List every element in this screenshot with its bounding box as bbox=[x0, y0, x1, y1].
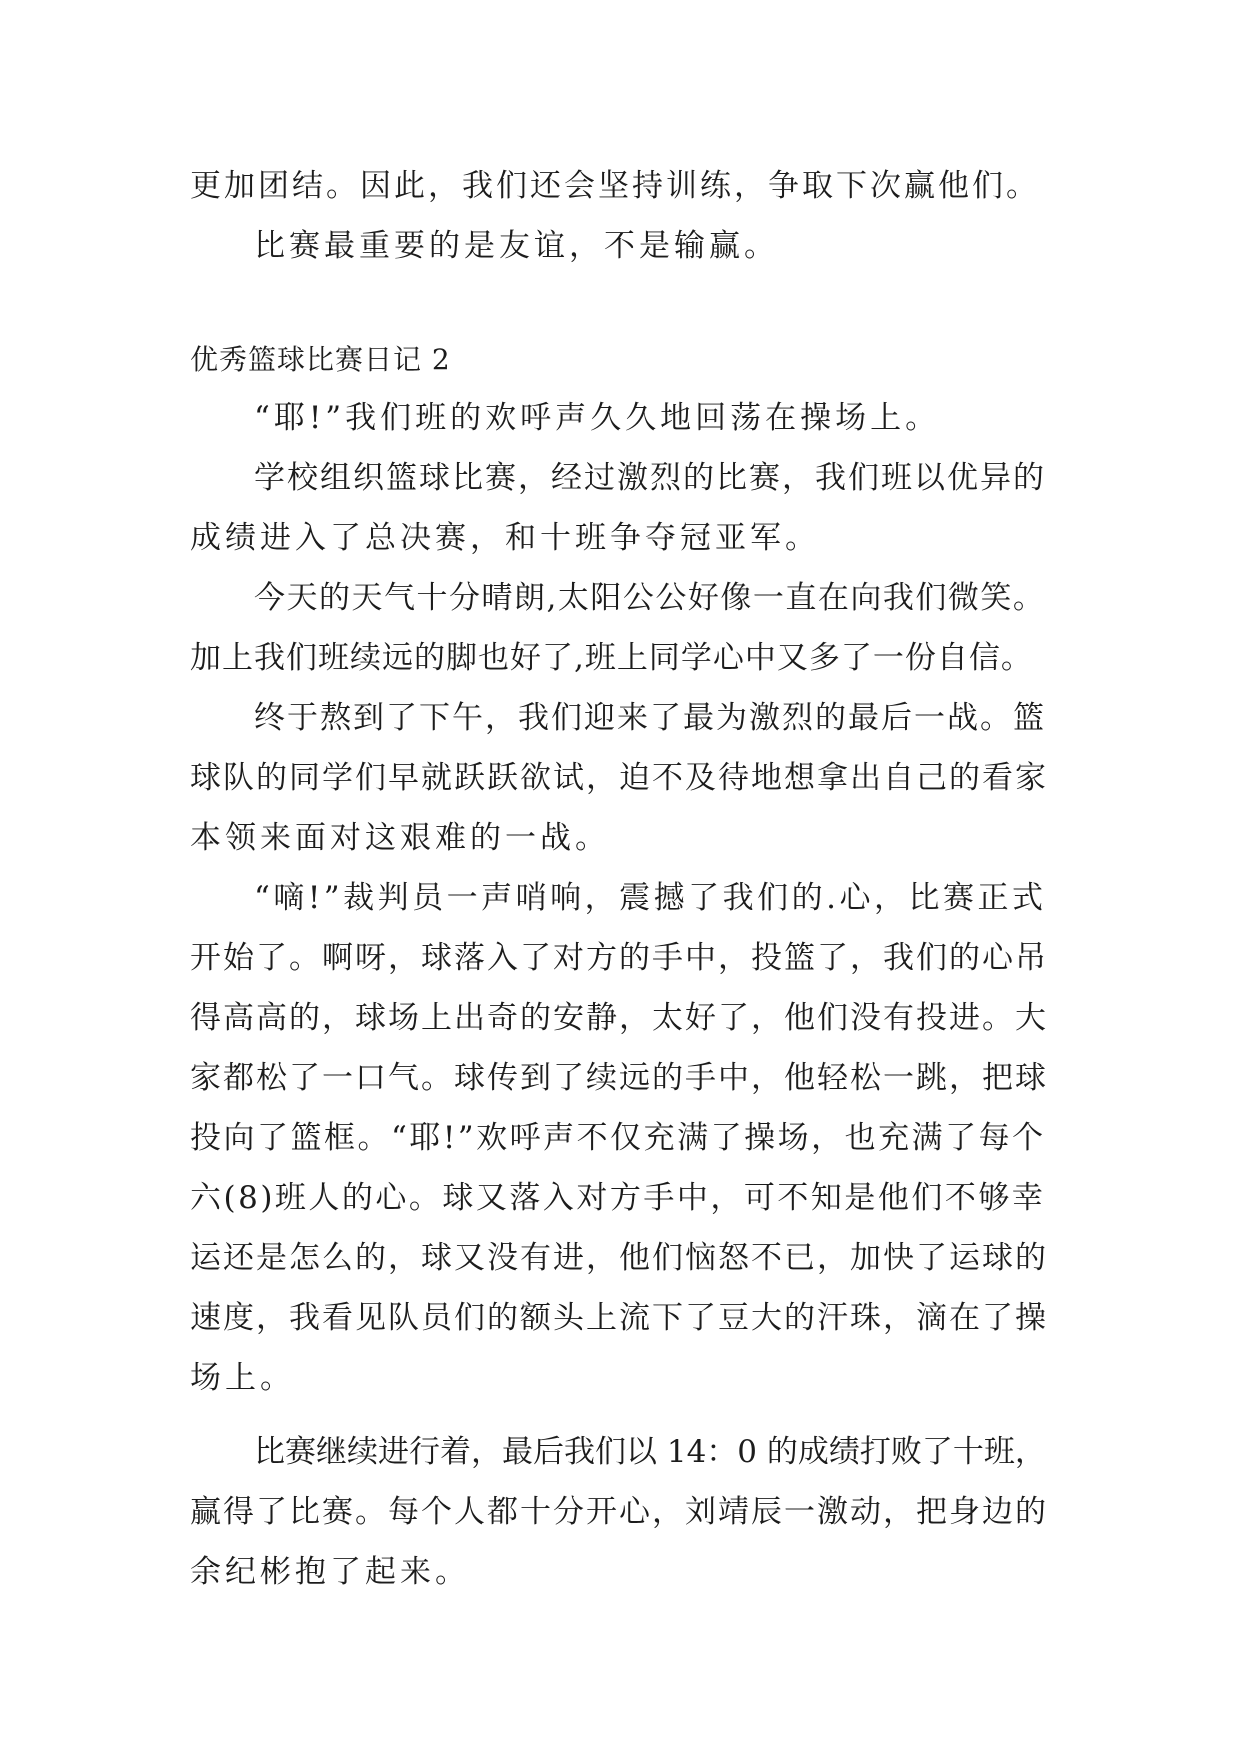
paragraph-5-line-5: 投向了篮框。“耶!”欢呼声不仅充满了操场，也充满了每个 bbox=[190, 1120, 1046, 1156]
paragraph-6-line-3: 余纪彬抱了起来。 bbox=[190, 1554, 470, 1590]
paragraph-5-line-6: 六(8)班人的心。球又落入对方手中，可不知是他们不够幸 bbox=[190, 1180, 1046, 1216]
paragraph-3-line-1: 今天的天气十分晴朗,太阳公公好像一直在向我们微笑。 bbox=[254, 580, 1046, 616]
paragraph-4-line-3: 本领来面对这艰难的一战。 bbox=[190, 820, 610, 856]
continuation-line-2: 比赛最重要的是友谊，不是输赢。 bbox=[254, 228, 779, 264]
paragraph-5-line-8: 速度，我看见队员们的额头上流下了豆大的汗珠，滴在了操 bbox=[190, 1300, 1048, 1336]
paragraph-4-line-1: 终于熬到了下午，我们迎来了最为激烈的最后一战。篮 bbox=[254, 700, 1046, 736]
paragraph-3-line-2: 加上我们班续远的脚也好了,班上同学心中又多了一份自信。 bbox=[190, 640, 1033, 676]
paragraph-5-line-7: 运还是怎么的，球又没有进，他们恼怒不已，加快了运球的 bbox=[190, 1240, 1048, 1276]
paragraph-5-line-4: 家都松了一口气。球传到了续远的手中，他轻松一跳，把球 bbox=[190, 1060, 1048, 1096]
paragraph-5-line-2: 开始了。啊呀，球落入了对方的手中，投篮了，我们的心吊 bbox=[190, 940, 1048, 976]
paragraph-5-line-3: 得高高的，球场上出奇的安静，太好了，他们没有投进。大 bbox=[190, 1000, 1048, 1036]
continuation-line-1: 更加团结。因此，我们还会坚持训练，争取下次赢他们。 bbox=[190, 168, 1040, 204]
paragraph-5-line-1: “嘀!”裁判员一声哨响，震撼了我们的.心，比赛正式 bbox=[254, 880, 1047, 916]
paragraph-6-line-1: 比赛继续进行着，最后我们以 14：0 的成绩打败了十班， bbox=[254, 1434, 1046, 1470]
paragraph-1-line-1: “耶!”我们班的欢呼声久久地回荡在操场上。 bbox=[254, 400, 941, 436]
paragraph-2-line-2: 成绩进入了总决赛，和十班争夺冠亚军。 bbox=[190, 520, 820, 556]
paragraph-2-line-1: 学校组织篮球比赛，经过激烈的比赛，我们班以优异的 bbox=[254, 460, 1046, 496]
section-title: 优秀篮球比赛日记 2 bbox=[190, 343, 451, 376]
paragraph-5-line-9: 场上。 bbox=[190, 1360, 295, 1396]
paragraph-6-line-2: 赢得了比赛。每个人都十分开心，刘靖辰一激动，把身边的 bbox=[190, 1494, 1048, 1530]
paragraph-4-line-2: 球队的同学们早就跃跃欲试，迫不及待地想拿出自己的看家 bbox=[190, 760, 1048, 796]
